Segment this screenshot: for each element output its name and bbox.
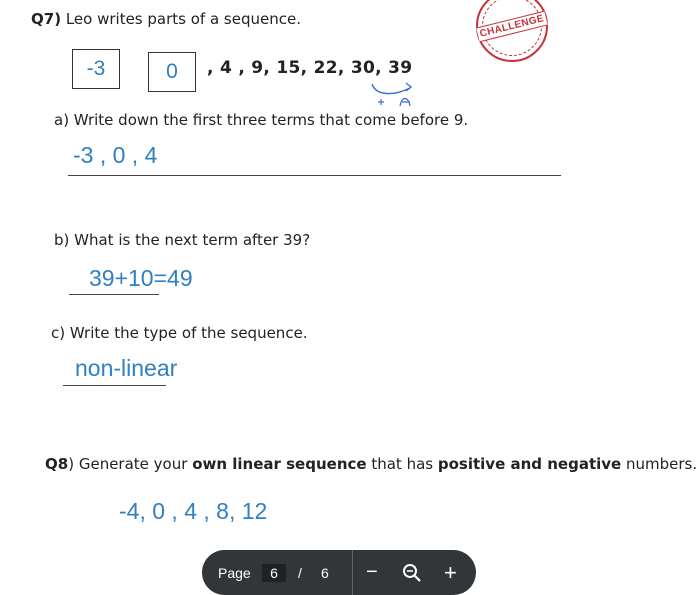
handwritten-arrow-annotation xyxy=(366,78,422,112)
q7a-answer: -3 , 0 , 4 xyxy=(73,142,158,168)
sequence-box-1-value: -3 xyxy=(86,57,106,80)
q8-bold-2: positive and negative xyxy=(437,455,622,473)
q8-number: Q8 xyxy=(45,455,69,473)
q8-answer: -4, 0 , 4 , 8, 12 xyxy=(119,498,268,524)
zoom-out-button[interactable]: − xyxy=(366,561,378,583)
magnifier-icon xyxy=(402,563,422,583)
q8-text-3: numbers. xyxy=(626,455,697,473)
q8-text-2: that has xyxy=(371,455,434,473)
q7c-answer: non-linear xyxy=(75,355,178,381)
challenge-stamp-label: CHALLENGE xyxy=(476,10,547,41)
q7a-question: a) Write down the first three terms that come before 9. xyxy=(54,111,469,129)
toolbar-divider xyxy=(352,550,353,595)
q7c-question: c) Write the type of the sequence. xyxy=(51,324,308,342)
q7b-answer: 39+10=49 xyxy=(89,265,193,291)
zoom-in-button[interactable]: + xyxy=(444,559,457,585)
q8-paren: ) xyxy=(68,455,75,473)
pdf-page-toolbar xyxy=(202,550,476,595)
sequence-terms: , 4 , 9, 15, 22, 30, 39 xyxy=(207,58,413,78)
q7a-answer-line xyxy=(68,175,561,176)
q7b-answer-line xyxy=(69,294,159,295)
q8-header xyxy=(45,455,697,473)
q7-header xyxy=(31,10,301,28)
page-separator: / xyxy=(298,564,302,581)
page-label: Page xyxy=(218,564,251,581)
q7c-answer-line xyxy=(63,385,166,386)
challenge-stamp xyxy=(476,0,548,62)
sequence-box-1 xyxy=(72,49,120,89)
zoom-fit-button[interactable] xyxy=(402,550,422,595)
q8-bold-1: own linear sequence xyxy=(192,455,367,473)
sequence-box-2-value: 0 xyxy=(166,60,178,83)
q7-number: Q7) xyxy=(31,10,62,28)
page-number-input[interactable]: 6 xyxy=(262,564,286,582)
q7b-question: b) What is the next term after 39? xyxy=(54,231,311,249)
sequence-box-2 xyxy=(148,52,196,92)
q8-text-1: Generate your xyxy=(78,455,188,473)
total-pages: 6 xyxy=(321,564,329,581)
q7-prompt: Leo writes parts of a sequence. xyxy=(65,10,301,28)
